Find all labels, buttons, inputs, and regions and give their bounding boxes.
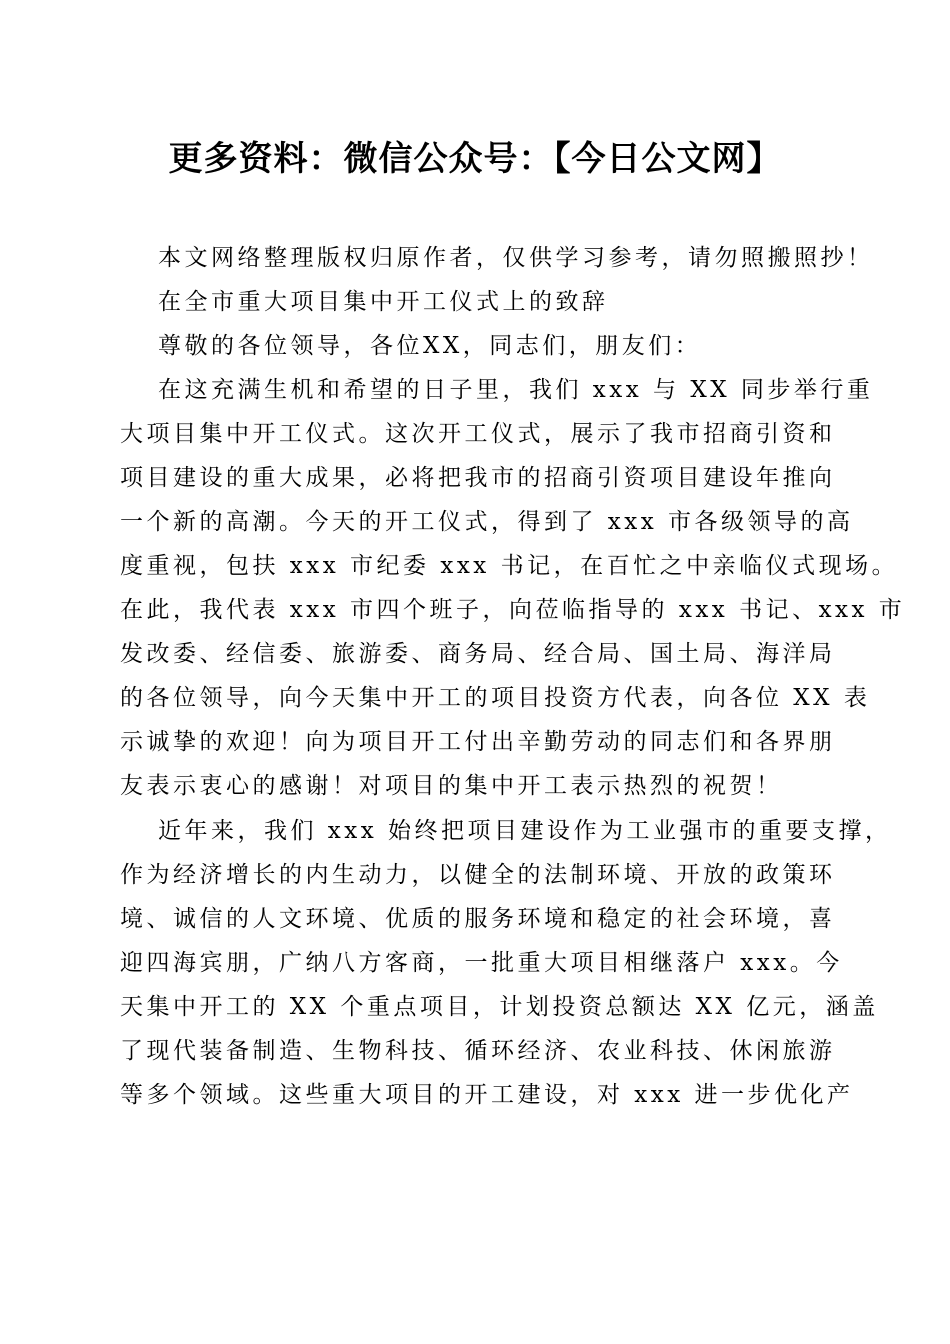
salutation: 尊敬的各位领导，各位XX，同志们，朋友们： [158,333,702,359]
intro-block [120,236,874,368]
paragraph-line: 近年来，我们 xxx 始终把项目建设作为工业强市的重要支撑， [158,818,892,844]
paragraph-line: 迎四海宾朋，广纳八方客商，一批重大项目相继落户 xxx。今 [120,950,843,976]
paragraph-line: 等多个领域。这些重大项目的开工建设，对 xxx 进一步优化产 [120,1082,854,1108]
paragraph-line: 大项目集中开工仪式。这次开工仪式，展示了我市招商引资和 [120,421,836,447]
paragraph-line: 度重视，包扶 xxx 市纪委 xxx 书记，在百忙之中亲临仪式现场。 [120,553,899,579]
paragraph-line: 发改委、经信委、旅游委、商务局、经合局、国土局、海洋局 [120,641,836,667]
paragraph-line: 友表示衷心的感谢！对项目的集中开工表示热烈的祝贺！ [120,773,783,799]
page-title: 更多资料：微信公众号：【今日公文网】 [168,139,782,179]
paragraph-2 [120,809,892,1117]
paragraph-line: 境、诚信的人文环境、优质的服务环境和稳定的社会环境，喜 [120,906,836,932]
paragraph-line: 在这充满生机和希望的日子里，我们 xxx 与 XX 同步举行重 [158,377,874,403]
paragraph-line: 一个新的高潮。今天的开工仪式，得到了 xxx 市各级领导的高 [120,509,854,535]
speech-heading: 在全市重大项目集中开工仪式上的致辞 [158,289,609,315]
paragraph-line: 的各位领导，向今天集中开工的项目投资方代表，向各位 XX 表 [120,685,871,711]
copyright-notice: 本文网络整理版权归原作者，仅供学习参考，请勿照搬照抄！ [158,245,874,271]
paragraph-1 [120,368,906,808]
paragraph-line: 示诚挚的欢迎！向为项目开工付出辛勤劳动的同志们和各界朋 [120,729,836,755]
paragraph-line: 天集中开工的 XX 个重点项目，计划投资总额达 XX 亿元，涵盖 [120,994,879,1020]
paragraph-line: 作为经济增长的内生动力，以健全的法制环境、开放的政策环 [120,862,836,888]
paragraph-line: 项目建设的重大成果，必将把我市的招商引资项目建设年推向 [120,465,836,491]
paragraph-line: 了现代装备制造、生物科技、循环经济、农业科技、休闲旅游 [120,1038,836,1064]
paragraph-line: 在此，我代表 xxx 市四个班子，向莅临指导的 xxx 书记、xxx 市 [120,597,906,623]
